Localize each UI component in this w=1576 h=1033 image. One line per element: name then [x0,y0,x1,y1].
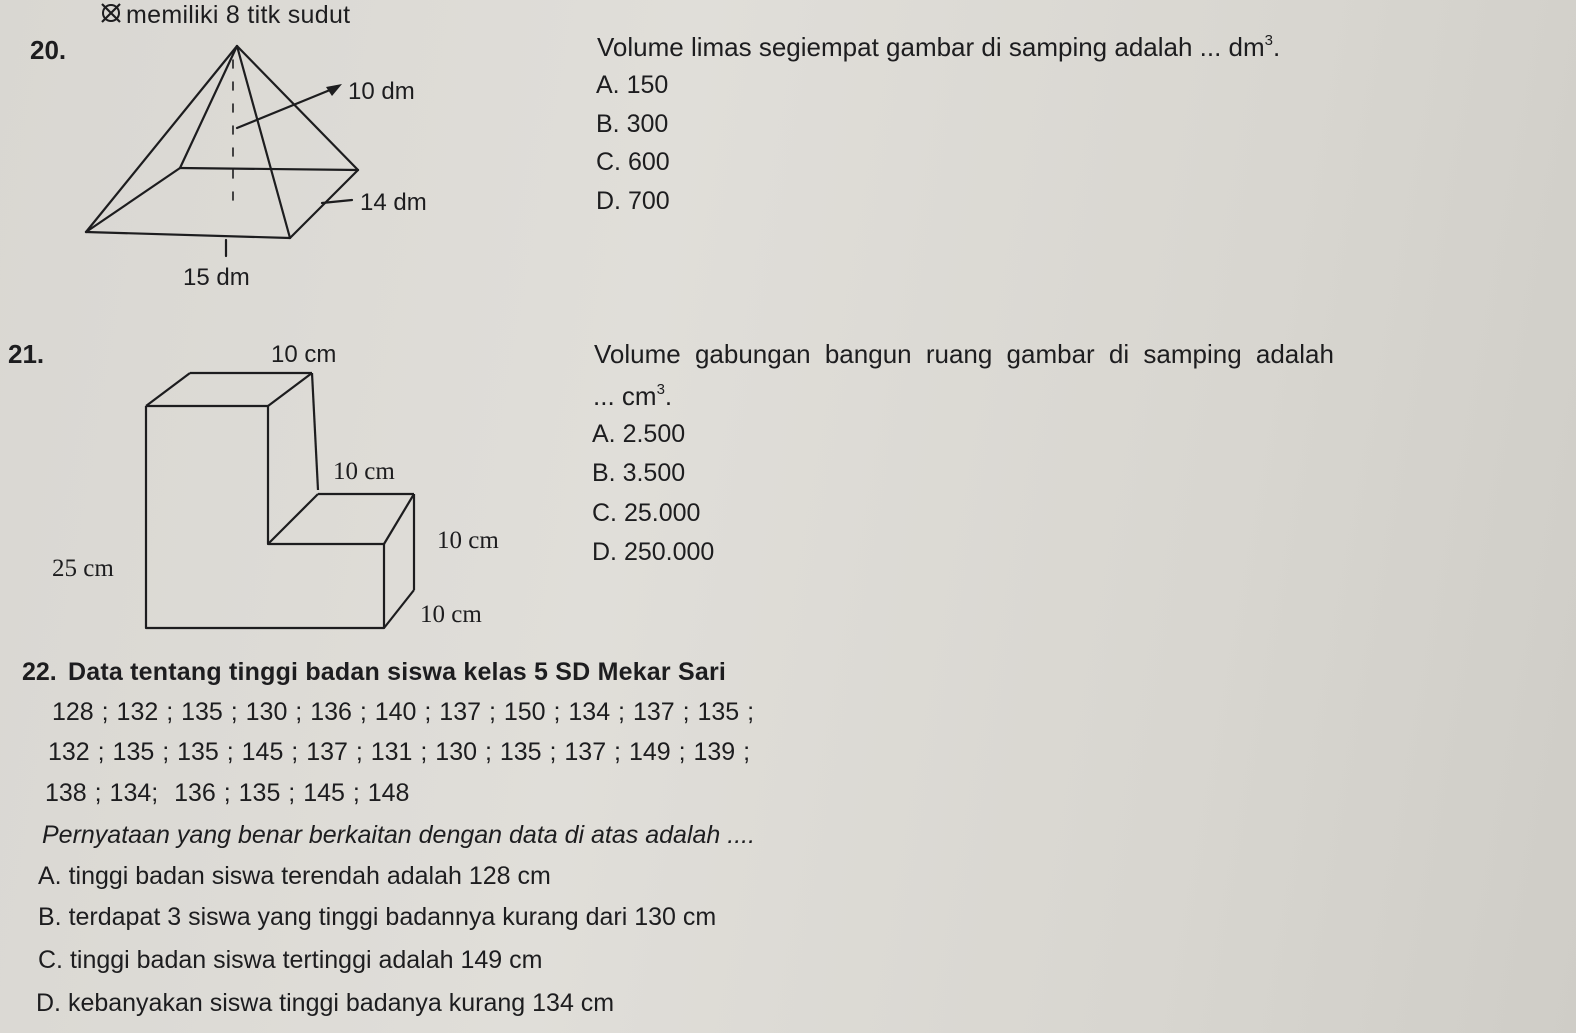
q20-superscript: 3 [1264,32,1274,49]
q22-data-line-3: 138 ; 134; 136 ; 135 ; 145 ; 148 [45,779,410,807]
q21-number: 21. [8,339,45,369]
q22-option-d[interactable]: D. kebanyakan siswa tinggi badanya kurang 134 cm [36,989,615,1017]
q21-superscript: 3 [656,381,665,398]
q20-pyramid-figure [70,38,490,298]
q21-left-height-label: 25 cm [52,555,114,582]
q22-option-a[interactable]: A. tinggi badan siswa terendah adalah 128 cm [38,862,551,890]
q21-question-line1: Volume gabungan bangun ruang gambar di samping adalah [594,339,1334,369]
q21-question-end: . [664,381,673,411]
q20-option-b[interactable]: B. 300 [596,110,669,138]
q20-question-text: Volume limas segiempat gambar di samping adalah ... dm [597,32,1265,62]
q20-number: 20. [30,35,67,65]
q20-width-label: 14 dm [360,189,427,216]
q21-right-height-label: 10 cm [437,527,499,554]
q22-data-line-2: 132 ; 135 ; 135 ; 145 ; 137 ; 131 ; 130 ; 135 ; 137 ; 149 ; 139 ; [48,738,751,766]
q21-top-label: 10 cm [271,341,337,368]
q20-option-d[interactable]: D. 700 [596,187,670,215]
q21-question-line2 [593,383,672,409]
q21-step-label: 10 cm [333,458,395,485]
q20-length-label: 15 dm [183,264,250,291]
q21-question-line2-text: ... cm [593,381,657,411]
q20-option-a[interactable]: A. 150 [596,71,669,99]
q20-question-end: . [1273,32,1281,62]
q21-bottom-depth-label: 10 cm [420,601,482,628]
q20-height-label: 10 dm [348,78,415,105]
q20-option-c[interactable]: C. 600 [596,148,670,176]
q21-option-a[interactable]: A. 2.500 [592,420,686,448]
q21-option-b[interactable]: B. 3.500 [592,459,686,487]
q22-option-b[interactable]: B. terdapat 3 siswa yang tinggi badannya kurang dari 130 cm [38,903,717,931]
q22-option-c[interactable]: C. tinggi badan siswa tertinggi adalah 149 cm [38,946,543,974]
q21-lshape-figure [40,335,520,635]
header-fragment-text: memiliki 8 titk sudut [126,1,351,29]
q22-data-line-1: 128 ; 132 ; 135 ; 130 ; 136 ; 140 ; 137 ; 150 ; 134 ; 137 ; 135 ; [52,698,755,726]
q21-option-d[interactable]: D. 250.000 [592,538,715,566]
q22-number: 22. [22,658,57,686]
q22-prompt: Pernyataan yang benar berkaitan dengan data di atas adalah .... [42,821,756,849]
q21-option-c[interactable]: C. 25.000 [592,499,701,527]
q22-title: Data tentang tinggi badan siswa kelas 5 SD Mekar Sari [68,658,727,686]
q20-question [597,34,1280,60]
